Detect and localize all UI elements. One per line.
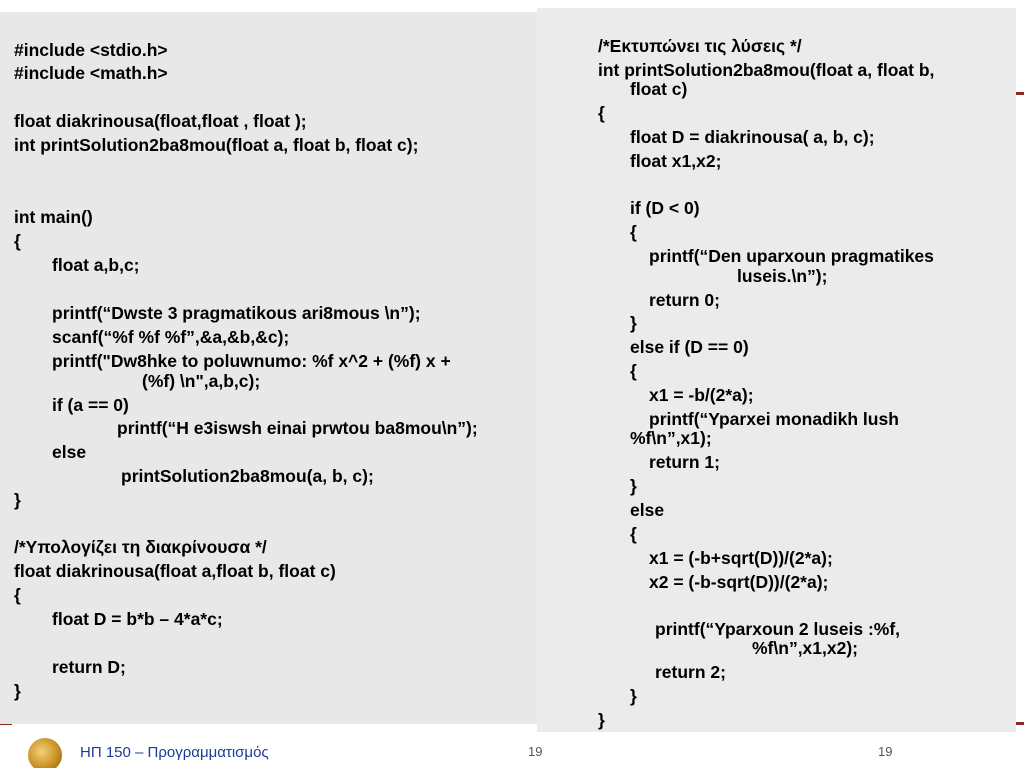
code-line: int printSolution2ba8mou(float a, float b, xyxy=(598,60,935,80)
code-panel-main xyxy=(0,12,537,724)
code-line: printf(“Dwste 3 pragmatikous ari8mous \n”); xyxy=(52,303,421,323)
code-line: printf(“Den uparxoun pragmatikes xyxy=(649,246,934,266)
code-line: { xyxy=(598,103,605,123)
code-line: { xyxy=(14,585,21,605)
code-line: { xyxy=(630,222,637,242)
code-line: #include <math.h> xyxy=(14,63,168,83)
code-line: { xyxy=(630,524,637,544)
code-line: return 1; xyxy=(649,452,720,472)
code-line: } xyxy=(598,710,605,730)
code-line: { xyxy=(14,231,21,251)
code-line: else if (D == 0) xyxy=(630,337,749,357)
code-line: float a,b,c; xyxy=(52,255,140,275)
code-line: float diakrinousa(float,float , float ); xyxy=(14,111,307,131)
code-panel-solutions xyxy=(537,8,1016,732)
code-line: /*Υπολογίζει τη διακρίνουσα */ xyxy=(14,537,267,557)
code-line: int printSolution2ba8mou(float a, float b, float c); xyxy=(14,135,419,155)
code-line: } xyxy=(14,681,21,701)
code-line: #include <stdio.h> xyxy=(14,40,168,60)
code-line: float D = diakrinousa( a, b, c); xyxy=(630,127,875,147)
code-line: float c) xyxy=(630,79,688,99)
code-line: x1 = -b/(2*a); xyxy=(649,385,754,405)
code-line: } xyxy=(630,313,637,333)
code-line: float diakrinousa(float a,float b, float c) xyxy=(14,561,336,581)
code-line: } xyxy=(14,490,21,510)
university-logo-icon xyxy=(28,738,62,768)
code-line: printf(“Yparxei monadikh lush xyxy=(649,409,899,429)
code-line: printf("Dw8hke to poluwnumo: %f x^2 + (%f) x + xyxy=(52,351,451,371)
code-line: printf(“Yparxoun 2 luseis :%f, xyxy=(655,619,901,639)
code-line: /*Εκτυπώνει τις λύσεις */ xyxy=(598,36,802,56)
footer-page-number: 19 xyxy=(528,744,543,759)
code-line: return 0; xyxy=(649,290,720,310)
code-line: scanf(“%f %f %f”,&a,&b,&c); xyxy=(52,327,290,347)
code-line: float D = b*b – 4*a*c; xyxy=(52,609,223,629)
code-line: else xyxy=(630,500,665,520)
code-line: %f\n”,x1); xyxy=(630,428,712,448)
code-line: { xyxy=(630,361,637,381)
footer-right-text: 19 xyxy=(878,744,893,759)
code-line: if (D < 0) xyxy=(630,198,700,218)
code-line: int main() xyxy=(14,207,93,227)
footer-course-title: ΗΠ 150 – Προγραμματισμός xyxy=(80,744,269,761)
code-line: printSolution2ba8mou(a, b, c); xyxy=(121,466,374,486)
code-line: (%f) \n",a,b,c); xyxy=(142,371,261,391)
code-line: return D; xyxy=(52,657,126,677)
code-line: } xyxy=(630,686,637,706)
code-line: if (a == 0) xyxy=(52,395,129,415)
code-line: else xyxy=(52,442,87,462)
code-line: x2 = (-b-sqrt(D))/(2*a); xyxy=(649,572,829,592)
code-line: printf(“H e3iswsh einai prwtou ba8mou\n”); xyxy=(117,418,478,438)
code-line: return 2; xyxy=(655,662,726,682)
code-line: } xyxy=(630,476,637,496)
code-line: float x1,x2; xyxy=(630,151,722,171)
code-line: %f\n”,x1,x2); xyxy=(752,638,858,658)
code-line: x1 = (-b+sqrt(D))/(2*a); xyxy=(649,548,833,568)
code-line: luseis.\n”); xyxy=(737,266,828,286)
